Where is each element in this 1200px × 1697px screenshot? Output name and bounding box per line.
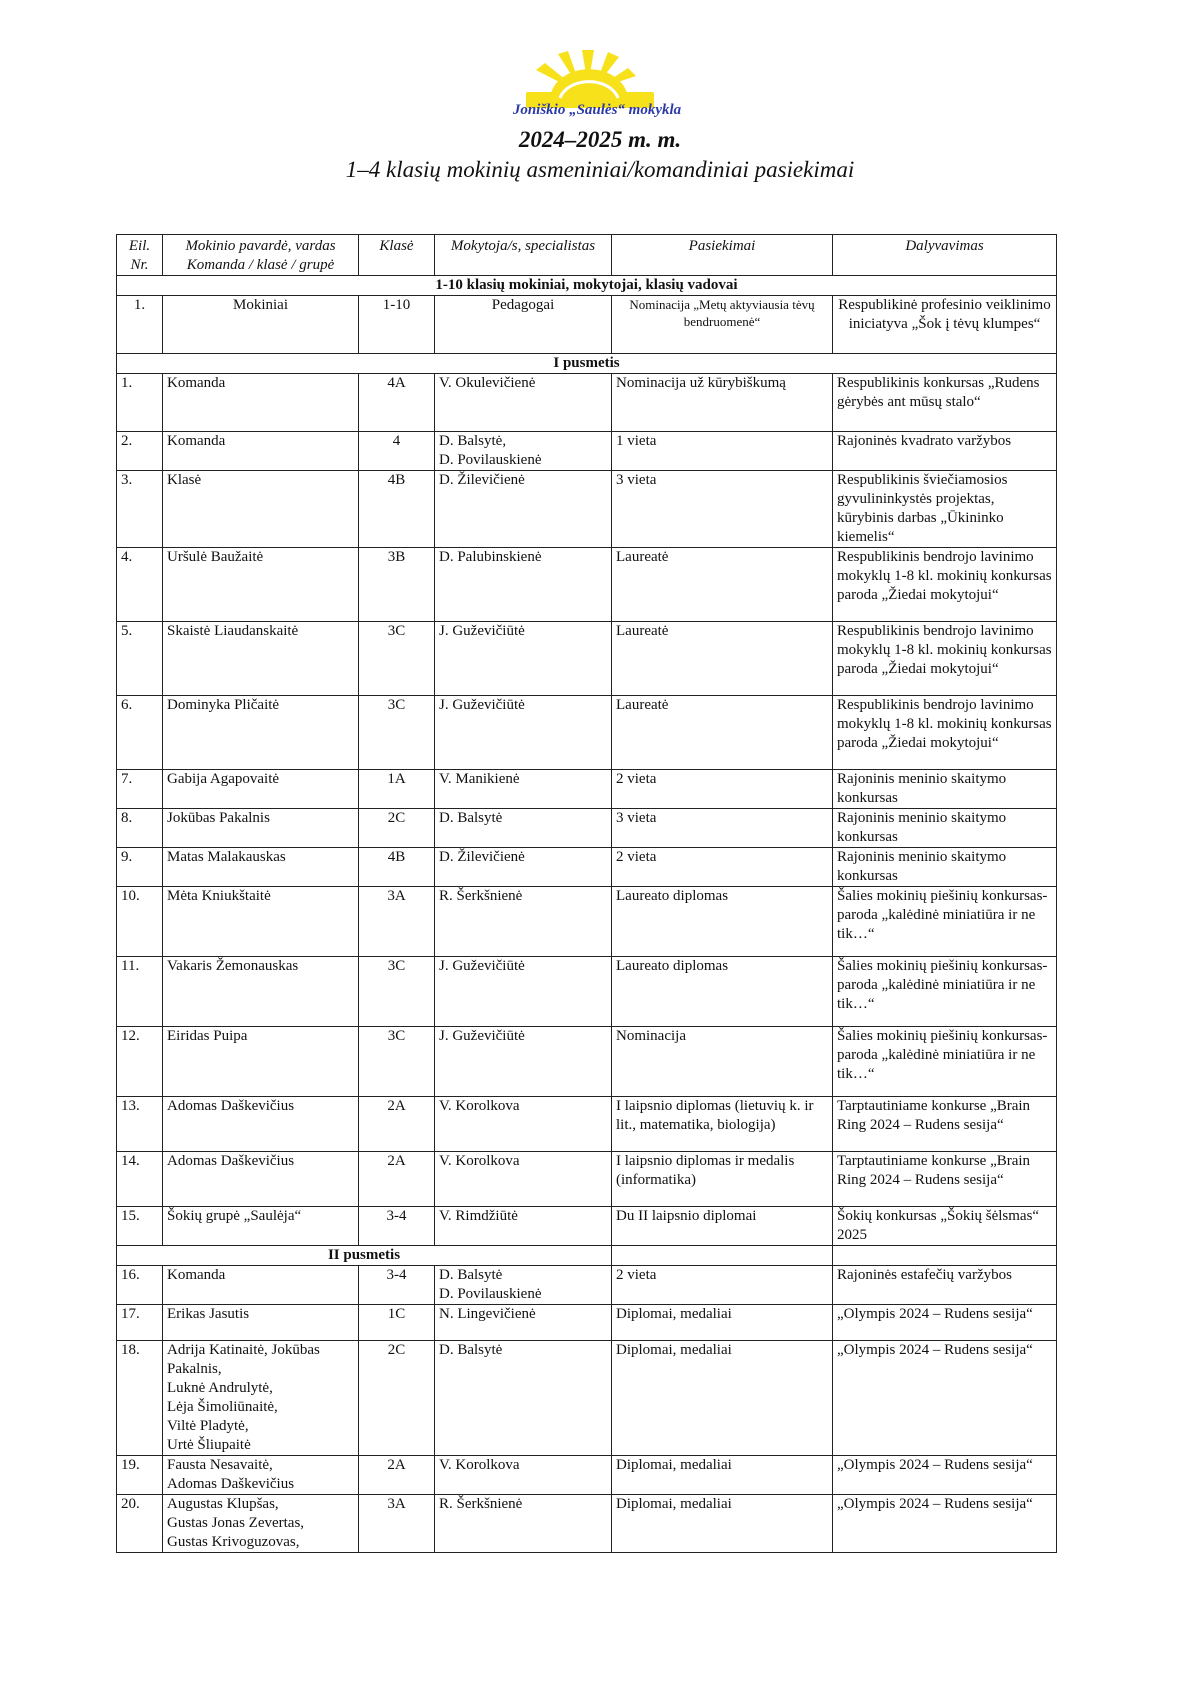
table-row	[117, 770, 1057, 809]
cell-klase: 3-4	[359, 1266, 435, 1305]
cell-klase: 4B	[359, 471, 435, 548]
cell-name: Skaistė Liaudanskaitė	[163, 622, 359, 696]
cell-teacher	[435, 471, 612, 548]
teacher-name: J. Guževičiūtė	[439, 958, 525, 974]
achievements-table	[116, 234, 1057, 1553]
cell-participation: Rajoninės kvadrato varžybos	[833, 432, 1057, 471]
cell-nr: 18.	[117, 1341, 163, 1456]
cell-achievement: Nominacija už kūrybiškumą	[612, 374, 833, 432]
cell-teacher	[435, 957, 612, 1027]
cell-klase: 4A	[359, 374, 435, 432]
cell-name: Komanda	[163, 1266, 359, 1305]
table-row	[117, 432, 1057, 471]
cell-name: Adomas Daškevičius	[163, 1097, 359, 1152]
cell-name: Mokiniai	[163, 296, 359, 354]
table-row	[117, 1097, 1057, 1152]
cell-participation: Respublikinis bendrojo lavinimo mokyklų 1-8 kl. mokinių konkursas paroda „Žiedai mokytojui“	[833, 622, 1057, 696]
second-half-body	[117, 1266, 1057, 1553]
cell-achievement: Diplomai, medaliai	[612, 1305, 833, 1341]
cell-achievement: Diplomai, medaliai	[612, 1456, 833, 1495]
cell-teacher	[435, 848, 612, 887]
cell-teacher	[435, 809, 612, 848]
teacher-name: J. Guževičiūtė	[439, 623, 525, 639]
cell-nr: 7.	[117, 770, 163, 809]
student-name: Augustas Klupšas,	[167, 1496, 279, 1512]
teacher-name: D. Palubinskienė	[439, 549, 542, 565]
cell-klase: 2A	[359, 1097, 435, 1152]
teacher-name: D. Balsytė,	[439, 433, 507, 449]
table-row	[117, 1495, 1057, 1553]
teacher-name: D. Balsytė	[439, 1267, 503, 1283]
header-klase: Klasė	[359, 235, 435, 276]
first-half-body	[117, 374, 1057, 1246]
table-row	[117, 887, 1057, 957]
table-row	[117, 1266, 1057, 1305]
cell-nr: 20.	[117, 1495, 163, 1553]
cell-teacher	[435, 1305, 612, 1341]
cell-nr: 17.	[117, 1305, 163, 1341]
section-all: 1-10 klasių mokiniai, mokytojai, klasių vadovai	[117, 276, 1057, 296]
teacher-name: V. Korolkova	[439, 1098, 520, 1114]
cell-teacher	[435, 1341, 612, 1456]
cell-name: Komanda	[163, 374, 359, 432]
cell-name	[163, 1495, 359, 1553]
cell-name: Matas Malakauskas	[163, 848, 359, 887]
cell-teacher: Pedagogai	[435, 296, 612, 354]
cell-participation: „Olympis 2024 – Rudens sesija“	[833, 1495, 1057, 1553]
cell-participation: „Olympis 2024 – Rudens sesija“	[833, 1305, 1057, 1341]
teacher-name: R. Šerkšnienė	[439, 1496, 523, 1512]
table-row	[117, 1207, 1057, 1246]
cell-klase: 2A	[359, 1456, 435, 1495]
cell-achievement: Laureatė	[612, 622, 833, 696]
empty-cell	[612, 1246, 833, 1266]
cell-nr: 16.	[117, 1266, 163, 1305]
cell-name: Šokių grupė „Saulėja“	[163, 1207, 359, 1246]
table-row	[117, 1456, 1057, 1495]
teacher-name: V. Manikienė	[439, 771, 520, 787]
title-main: 1–4 klasių mokinių asmeniniai/komandiniai pasiekimai	[345, 157, 855, 182]
cell-achievement: 1 vieta	[612, 432, 833, 471]
cell-achievement: Nominacija „Metų aktyviausia tėvų bendruomenė“	[612, 296, 833, 354]
teacher-name: D. Žilevičienė	[439, 472, 525, 488]
cell-klase: 2A	[359, 1152, 435, 1207]
cell-name: Dominyka Pličaitė	[163, 696, 359, 770]
table-row	[117, 622, 1057, 696]
cell-achievement: Laureato diplomas	[612, 887, 833, 957]
cell-nr: 6.	[117, 696, 163, 770]
cell-participation: Rajoninis meninio skaitymo konkursas	[833, 809, 1057, 848]
header-achievement: Pasiekimai	[612, 235, 833, 276]
cell-klase: 1A	[359, 770, 435, 809]
cell-name: Mėta Kniukštaitė	[163, 887, 359, 957]
cell-klase: 3A	[359, 1495, 435, 1553]
student-name: Luknė Andrulytė,	[167, 1380, 273, 1396]
cell-participation: „Olympis 2024 – Rudens sesija“	[833, 1456, 1057, 1495]
cell-name	[163, 1456, 359, 1495]
cell-nr: 5.	[117, 622, 163, 696]
teacher-name: V. Rimdžiūtė	[439, 1208, 518, 1224]
cell-name: Vakaris Žemonauskas	[163, 957, 359, 1027]
cell-teacher	[435, 1152, 612, 1207]
cell-teacher	[435, 1097, 612, 1152]
cell-nr: 11.	[117, 957, 163, 1027]
cell-klase: 2C	[359, 809, 435, 848]
cell-achievement: 2 vieta	[612, 770, 833, 809]
cell-name: Eiridas Puipa	[163, 1027, 359, 1097]
cell-teacher	[435, 432, 612, 471]
table-row	[117, 957, 1057, 1027]
cell-participation: Respublikinis šviečiamosios gyvulininkystės projektas, kūrybinis darbas „Ūkininko kiemelis“	[833, 471, 1057, 548]
cell-teacher	[435, 548, 612, 622]
section-first: I pusmetis	[117, 354, 1057, 374]
student-name: Lėja Šimoliūnaitė,	[167, 1399, 278, 1415]
section-row	[117, 1246, 1057, 1266]
student-name: Gustas Krivoguzovas,	[167, 1534, 300, 1550]
sun-logo-icon	[520, 48, 660, 110]
cell-achievement: 2 vieta	[612, 1266, 833, 1305]
cell-achievement: I laipsnio diplomas ir medalis (informatika)	[612, 1152, 833, 1207]
cell-nr: 12.	[117, 1027, 163, 1097]
teacher-name: R. Šerkšnienė	[439, 888, 523, 904]
cell-participation: Respublikinis bendrojo lavinimo mokyklų 1-8 kl. mokinių konkursas paroda „Žiedai mokytojui“	[833, 696, 1057, 770]
cell-klase: 3B	[359, 548, 435, 622]
teacher-name: N. Lingevičienė	[439, 1306, 536, 1322]
cell-teacher	[435, 1027, 612, 1097]
student-name: Fausta Nesavaitė,	[167, 1457, 273, 1473]
cell-name: Gabija Agapovaitė	[163, 770, 359, 809]
student-name: Urtė Šliupaitė	[167, 1437, 251, 1453]
cell-participation: Šalies mokinių piešinių konkursas-paroda „kalėdinė miniatiūra ir ne tik…“	[833, 887, 1057, 957]
cell-participation: „Olympis 2024 – Rudens sesija“	[833, 1341, 1057, 1456]
student-name: Viltė Pladytė,	[167, 1418, 249, 1434]
teacher-name: V. Korolkova	[439, 1153, 520, 1169]
header-teacher: Mokytoja/s, specialistas	[435, 235, 612, 276]
cell-nr: 1.	[117, 374, 163, 432]
cell-achievement: Diplomai, medaliai	[612, 1341, 833, 1456]
cell-achievement: Laureatė	[612, 696, 833, 770]
cell-name: Uršulė Baužaitė	[163, 548, 359, 622]
cell-nr: 3.	[117, 471, 163, 548]
teacher-name: D. Povilauskienė	[439, 452, 542, 468]
cell-teacher	[435, 622, 612, 696]
cell-nr: 1.	[117, 296, 163, 354]
cell-nr: 8.	[117, 809, 163, 848]
cell-teacher	[435, 1495, 612, 1553]
cell-klase: 4	[359, 432, 435, 471]
student-name: Adomas Daškevičius	[167, 1476, 295, 1492]
student-name: Adrija Katinaitė, Jokūbas Pakalnis,	[167, 1342, 320, 1377]
table-row	[117, 296, 1057, 354]
student-name: Gustas Jonas Zevertas,	[167, 1515, 305, 1531]
cell-nr: 2.	[117, 432, 163, 471]
teacher-name: J. Guževičiūtė	[439, 1028, 525, 1044]
cell-teacher	[435, 1456, 612, 1495]
cell-participation: Šokių konkursas „Šokių šėlsmas“ 2025	[833, 1207, 1057, 1246]
teacher-name: D. Žilevičienė	[439, 849, 525, 865]
cell-achievement: 3 vieta	[612, 471, 833, 548]
cell-nr: 4.	[117, 548, 163, 622]
cell-participation: Tarptautiniame konkurse „Brain Ring 2024 – Rudens sesija“	[833, 1152, 1057, 1207]
cell-participation: Respublikinis bendrojo lavinimo mokyklų 1-8 kl. mokinių konkursas paroda „Žiedai mokytojui“	[833, 548, 1057, 622]
cell-participation: Rajoninis meninio skaitymo konkursas	[833, 848, 1057, 887]
cell-achievement: Diplomai, medaliai	[612, 1495, 833, 1553]
cell-achievement: Nominacija	[612, 1027, 833, 1097]
header-name: Mokinio pavardė, vardas Komanda / klasė / grupė	[163, 235, 359, 276]
cell-nr: 13.	[117, 1097, 163, 1152]
table-row	[117, 696, 1057, 770]
cell-klase: 1C	[359, 1305, 435, 1341]
cell-name: Klasė	[163, 471, 359, 548]
cell-teacher	[435, 887, 612, 957]
cell-nr: 9.	[117, 848, 163, 887]
header-nr: Eil. Nr.	[117, 235, 163, 276]
cell-achievement: Du II laipsnio diplomai	[612, 1207, 833, 1246]
teacher-name: J. Guževičiūtė	[439, 697, 525, 713]
cell-klase: 2C	[359, 1341, 435, 1456]
cell-teacher	[435, 770, 612, 809]
cell-name: Jokūbas Pakalnis	[163, 809, 359, 848]
cell-achievement: 3 vieta	[612, 809, 833, 848]
cell-achievement: 2 vieta	[612, 848, 833, 887]
cell-klase: 3C	[359, 1027, 435, 1097]
cell-name: Erikas Jasutis	[163, 1305, 359, 1341]
cell-klase: 1-10	[359, 296, 435, 354]
cell-participation: Šalies mokinių piešinių konkursas-paroda „kalėdinė miniatiūra ir ne tik…“	[833, 1027, 1057, 1097]
logo-text: Joniškio „Saulės“ mokykla	[512, 102, 682, 118]
cell-name: Adomas Daškevičius	[163, 1152, 359, 1207]
cell-klase: 3C	[359, 622, 435, 696]
cell-participation: Šalies mokinių piešinių konkursas-paroda „kalėdinė miniatiūra ir ne tik…“	[833, 957, 1057, 1027]
cell-name	[163, 1341, 359, 1456]
table-row	[117, 1305, 1057, 1341]
table-row	[117, 1341, 1057, 1456]
teacher-name: D. Balsytė	[439, 1342, 503, 1358]
table-row	[117, 1027, 1057, 1097]
cell-klase: 3-4	[359, 1207, 435, 1246]
cell-nr: 15.	[117, 1207, 163, 1246]
cell-klase: 3C	[359, 957, 435, 1027]
cell-achievement: I laipsnio diplomas (lietuvių k. ir lit., matematika, biologija)	[612, 1097, 833, 1152]
cell-nr: 10.	[117, 887, 163, 957]
cell-nr: 19.	[117, 1456, 163, 1495]
table-header-row	[117, 235, 1057, 276]
cell-teacher	[435, 696, 612, 770]
title-year: 2024–2025 m. m.	[518, 127, 682, 152]
cell-klase: 3C	[359, 696, 435, 770]
teacher-name: V. Okulevičienė	[439, 375, 536, 391]
table-row	[117, 548, 1057, 622]
table-row	[117, 374, 1057, 432]
section-row	[117, 354, 1057, 374]
table-row	[117, 471, 1057, 548]
cell-participation: Rajoninis meninio skaitymo konkursas	[833, 770, 1057, 809]
section-second: II pusmetis	[117, 1246, 612, 1266]
cell-achievement: Laureato diplomas	[612, 957, 833, 1027]
table-row	[117, 1152, 1057, 1207]
cell-achievement: Laureatė	[612, 548, 833, 622]
cell-nr: 14.	[117, 1152, 163, 1207]
cell-klase: 3A	[359, 887, 435, 957]
cell-participation: Tarptautiniame konkurse „Brain Ring 2024 – Rudens sesija“	[833, 1097, 1057, 1152]
teacher-name: V. Korolkova	[439, 1457, 520, 1473]
cell-teacher	[435, 374, 612, 432]
cell-klase: 4B	[359, 848, 435, 887]
teacher-name: D. Povilauskienė	[439, 1286, 542, 1302]
cell-participation: Rajoninės estafečių varžybos	[833, 1266, 1057, 1305]
cell-teacher	[435, 1266, 612, 1305]
school-logo	[480, 48, 700, 126]
header-participation: Dalyvavimas	[833, 235, 1057, 276]
table-row	[117, 848, 1057, 887]
teacher-name: D. Balsytė	[439, 810, 503, 826]
empty-cell	[833, 1246, 1057, 1266]
cell-participation: Respublikinis konkursas „Rudens gėrybės ant mūsų stalo“	[833, 374, 1057, 432]
table-row	[117, 809, 1057, 848]
section-row	[117, 276, 1057, 296]
cell-teacher	[435, 1207, 612, 1246]
cell-name: Komanda	[163, 432, 359, 471]
cell-participation: Respublikinė profesinio veiklinimo iniciatyva „Šok į tėvų klumpes“	[833, 296, 1057, 354]
